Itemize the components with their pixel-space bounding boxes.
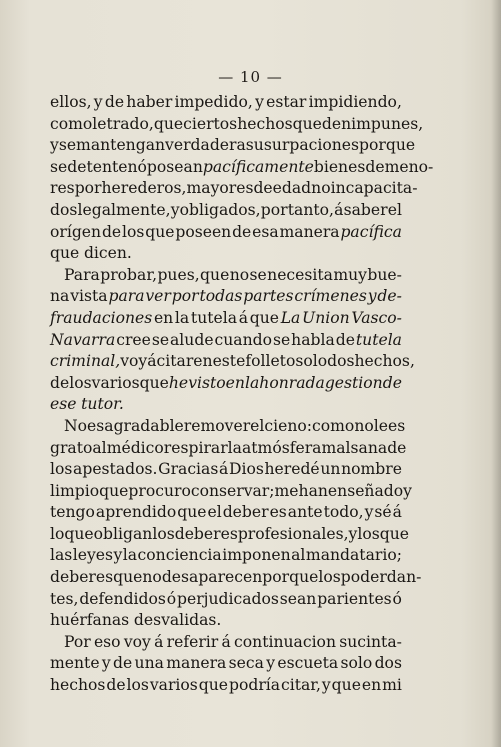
word: que (139, 373, 169, 392)
text-line (50, 589, 402, 611)
text-line (50, 308, 402, 330)
word: ó (137, 157, 147, 176)
word: por (171, 287, 199, 306)
text-line (50, 438, 407, 460)
word: partes (243, 287, 294, 306)
word: nombre (341, 460, 402, 479)
word: herederos, (101, 179, 187, 198)
word: se (58, 136, 77, 155)
word: tes, (50, 589, 79, 608)
word: y (50, 136, 59, 155)
word: Navarra (50, 330, 116, 349)
word: incapacita- (330, 179, 418, 198)
text-line (50, 330, 402, 352)
word: es (87, 416, 105, 435)
word: porque (262, 568, 319, 587)
word: eso (93, 632, 121, 651)
text-line (50, 481, 412, 503)
word: en (193, 352, 213, 371)
word: de (335, 330, 355, 349)
word: de (104, 93, 125, 111)
word: cuando (214, 330, 273, 349)
word: escueta (277, 654, 339, 673)
word: alude (170, 330, 214, 349)
word: Dios (228, 460, 264, 479)
word: que (200, 265, 230, 284)
word: ó (166, 589, 177, 608)
word: de (106, 676, 126, 695)
word: tutela (355, 330, 402, 349)
text-line (50, 545, 402, 567)
word: el (387, 200, 402, 219)
word: es (387, 416, 406, 435)
word: podría (228, 676, 281, 695)
word: agradable (104, 416, 184, 435)
text-line (50, 222, 402, 244)
word: mi (382, 676, 402, 695)
word: la (244, 373, 260, 392)
word: res (50, 179, 75, 198)
word: ese (50, 395, 77, 414)
word: de (232, 222, 252, 241)
word: leyes (72, 546, 114, 565)
word: mandatario; (305, 546, 402, 565)
word: los (357, 524, 380, 543)
word: de (50, 373, 70, 392)
word: se (249, 265, 267, 284)
word: La (280, 308, 301, 327)
word: probar, (100, 265, 158, 284)
word: na (50, 287, 70, 306)
word: dos (374, 654, 402, 673)
word: deber (222, 503, 269, 522)
word: me (274, 481, 299, 500)
word: tanto, (287, 200, 334, 219)
word: varios (91, 373, 140, 392)
word: y (321, 676, 331, 695)
word: hechos (50, 676, 106, 695)
word: que (379, 524, 410, 543)
word: impidiendo, (308, 93, 402, 111)
word: los (69, 373, 92, 392)
word: no (354, 416, 374, 435)
word: el (250, 416, 265, 435)
word: no (311, 179, 331, 198)
word: al (92, 438, 107, 457)
text-line (50, 653, 402, 675)
word: hechos, (354, 352, 415, 371)
word: continuacion (234, 632, 336, 651)
word: á (334, 200, 344, 219)
word: como (312, 416, 355, 435)
word: la (174, 308, 190, 327)
word: referir (166, 632, 219, 651)
word: defendidos (79, 589, 166, 608)
word: citar (156, 352, 194, 371)
word: los (318, 568, 341, 587)
word: los (122, 222, 145, 241)
word: solo (295, 352, 328, 371)
word: fraudaciones (50, 308, 153, 327)
word: queden (292, 114, 352, 133)
word: desaparecen (161, 568, 263, 587)
word: Para (64, 265, 100, 284)
word: dos (50, 200, 78, 219)
word: que (249, 308, 279, 327)
text-line (50, 135, 416, 157)
word: un (320, 460, 341, 479)
word: una (134, 654, 164, 673)
text-line (50, 675, 402, 697)
word: voy (123, 632, 151, 651)
word: al (291, 546, 306, 565)
word: tutor. (81, 395, 124, 414)
word: desvalidas. (133, 611, 222, 630)
word: el (207, 503, 222, 522)
text-line (50, 632, 402, 654)
word: y (266, 654, 276, 673)
word: ó (392, 589, 402, 608)
word: conciencia (137, 546, 222, 565)
text-line (50, 114, 424, 136)
word: á (219, 460, 229, 479)
word: esa (252, 222, 279, 241)
text-line (50, 243, 402, 265)
word: obligados, (179, 200, 261, 219)
word: ciertos (183, 114, 238, 133)
word: posean (146, 157, 203, 176)
word: Por (64, 632, 91, 651)
word: dicen. (83, 244, 132, 263)
word: limpio (50, 481, 100, 500)
page-number: — 10 — (218, 68, 283, 86)
word: parientes (317, 589, 392, 608)
word: y (367, 287, 377, 306)
word: enseñado (327, 481, 404, 500)
word: detenten (67, 157, 138, 176)
word: impedido, (174, 93, 253, 111)
word: han (298, 481, 328, 500)
word: médico (106, 438, 164, 457)
text-line (50, 373, 402, 395)
word: seca (228, 654, 264, 673)
word: se (151, 330, 170, 349)
word: manera (279, 222, 340, 241)
word: apestados. (73, 460, 158, 479)
word: perjudicados (177, 589, 279, 608)
word: sé (374, 503, 392, 522)
text-line (50, 459, 402, 481)
word: que (113, 568, 143, 587)
word: criminal, (50, 352, 121, 371)
text-line (50, 265, 402, 287)
word: mayores (186, 179, 254, 198)
word: en (225, 373, 245, 392)
word: bienes (313, 157, 366, 176)
text-line (50, 157, 434, 179)
word: de (253, 179, 273, 198)
word: muy (333, 265, 367, 284)
word: mente (50, 654, 100, 673)
word: por (74, 179, 102, 198)
word: crímenes (294, 287, 367, 306)
word: todo, (323, 503, 364, 522)
word: y (348, 524, 358, 543)
word: pacífica (340, 222, 402, 241)
text-line (50, 200, 402, 222)
word: procuro (128, 481, 191, 500)
word: varios (149, 676, 198, 695)
word: y (255, 93, 264, 111)
word: meno- (384, 157, 434, 176)
word: profesionales, (237, 524, 349, 543)
word: hechos (237, 114, 293, 133)
word: que (99, 481, 129, 500)
word: y (93, 93, 103, 111)
word: las (50, 546, 73, 565)
text-line (50, 567, 422, 589)
word: pues, (157, 265, 200, 284)
word: usurpaciones (253, 136, 360, 155)
word: edad (272, 179, 312, 198)
word: honrada (259, 373, 325, 392)
word: que (177, 503, 207, 522)
word: de (113, 654, 133, 673)
word: grato (50, 438, 93, 457)
body-text (50, 92, 434, 697)
text-line (50, 92, 402, 114)
word: cieno: (264, 416, 313, 435)
word: y (364, 503, 374, 522)
word: necesita (267, 265, 333, 284)
word: y (170, 200, 180, 219)
word: y (403, 481, 412, 500)
word: que (64, 524, 94, 543)
word: y (113, 546, 123, 565)
word: citar, (281, 676, 321, 695)
word: conservar; (190, 481, 275, 500)
word: que (50, 244, 80, 263)
word: se (272, 330, 291, 349)
word: solo (340, 654, 373, 673)
word: por (260, 200, 288, 219)
word: no (229, 265, 250, 284)
word: es (269, 503, 287, 522)
word: ellos, (50, 93, 92, 111)
word: folleto (245, 352, 296, 371)
text-line (50, 286, 402, 308)
word: de (101, 222, 122, 241)
word: huérfanas (50, 611, 130, 630)
word: voy (120, 352, 148, 371)
word: sean (279, 589, 317, 608)
word: legalmente, (77, 200, 171, 219)
word: todas (199, 287, 243, 306)
word: aprendido (95, 503, 177, 522)
word: como (50, 114, 93, 133)
word: cree (116, 330, 151, 349)
word: verdaderas (165, 136, 254, 155)
word: la (227, 438, 242, 457)
word: estar (266, 93, 307, 111)
word: que (198, 676, 229, 695)
text-line (50, 351, 415, 373)
word: porque (359, 136, 416, 155)
word: se (50, 157, 68, 176)
text-line (50, 416, 406, 438)
word: ante (287, 503, 323, 522)
word: tengo (50, 503, 95, 522)
word: de (365, 157, 385, 176)
word: en (361, 676, 382, 695)
text-line (50, 178, 418, 200)
word: deberes (174, 524, 238, 543)
word: á (238, 308, 249, 327)
word: la (122, 546, 138, 565)
word: de (382, 373, 402, 392)
word: á (392, 503, 402, 522)
word: saber (343, 200, 388, 219)
word: y (101, 654, 111, 673)
word: no (142, 568, 162, 587)
word: haber (126, 93, 173, 111)
word: Vasco- (351, 308, 402, 327)
word: dos (327, 352, 355, 371)
word: que (331, 676, 361, 695)
word: en (153, 308, 174, 327)
word: ver (145, 287, 171, 306)
word: pacíficamente (202, 157, 314, 176)
word: á (147, 352, 157, 371)
word: le (373, 416, 388, 435)
text-line (50, 610, 402, 632)
word: bue- (367, 265, 402, 284)
word: tutela (190, 308, 238, 327)
word: de- (377, 287, 402, 306)
text-line (50, 394, 402, 416)
word: sucinta- (339, 632, 402, 651)
word: los (50, 460, 73, 479)
word: que (153, 114, 184, 133)
word: este (212, 352, 246, 371)
word: mantengan (76, 136, 166, 155)
word: lo (50, 524, 65, 543)
word: de (387, 438, 407, 457)
word: manera (166, 654, 227, 673)
word: Union (302, 308, 350, 327)
word: los (126, 676, 149, 695)
word: á (154, 632, 164, 651)
word: letrado, (92, 114, 154, 133)
word: deberes (50, 568, 114, 587)
word: visto (188, 373, 226, 392)
word: heredé (264, 460, 320, 479)
word: No (64, 416, 88, 435)
word: impunes, (351, 114, 424, 133)
word: poderdan- (340, 568, 422, 587)
word: imponen (222, 546, 291, 565)
word: he (168, 373, 189, 392)
page-edge-shadow (491, 0, 501, 747)
word: respirar (163, 438, 228, 457)
word: orígen (50, 222, 102, 241)
word: malsana (321, 438, 388, 457)
text-line (50, 524, 410, 546)
word: habla (291, 330, 335, 349)
word: poseen (175, 222, 232, 241)
word: atmósfera (241, 438, 322, 457)
word: Gracias (158, 460, 219, 479)
text-line (50, 502, 402, 524)
word: los (152, 524, 175, 543)
word: vista (70, 287, 108, 306)
word: obligan (93, 524, 153, 543)
word: que (145, 222, 175, 241)
word: gestion (324, 373, 383, 392)
word: remover (183, 416, 251, 435)
word: para (108, 287, 145, 306)
word: á (221, 632, 231, 651)
